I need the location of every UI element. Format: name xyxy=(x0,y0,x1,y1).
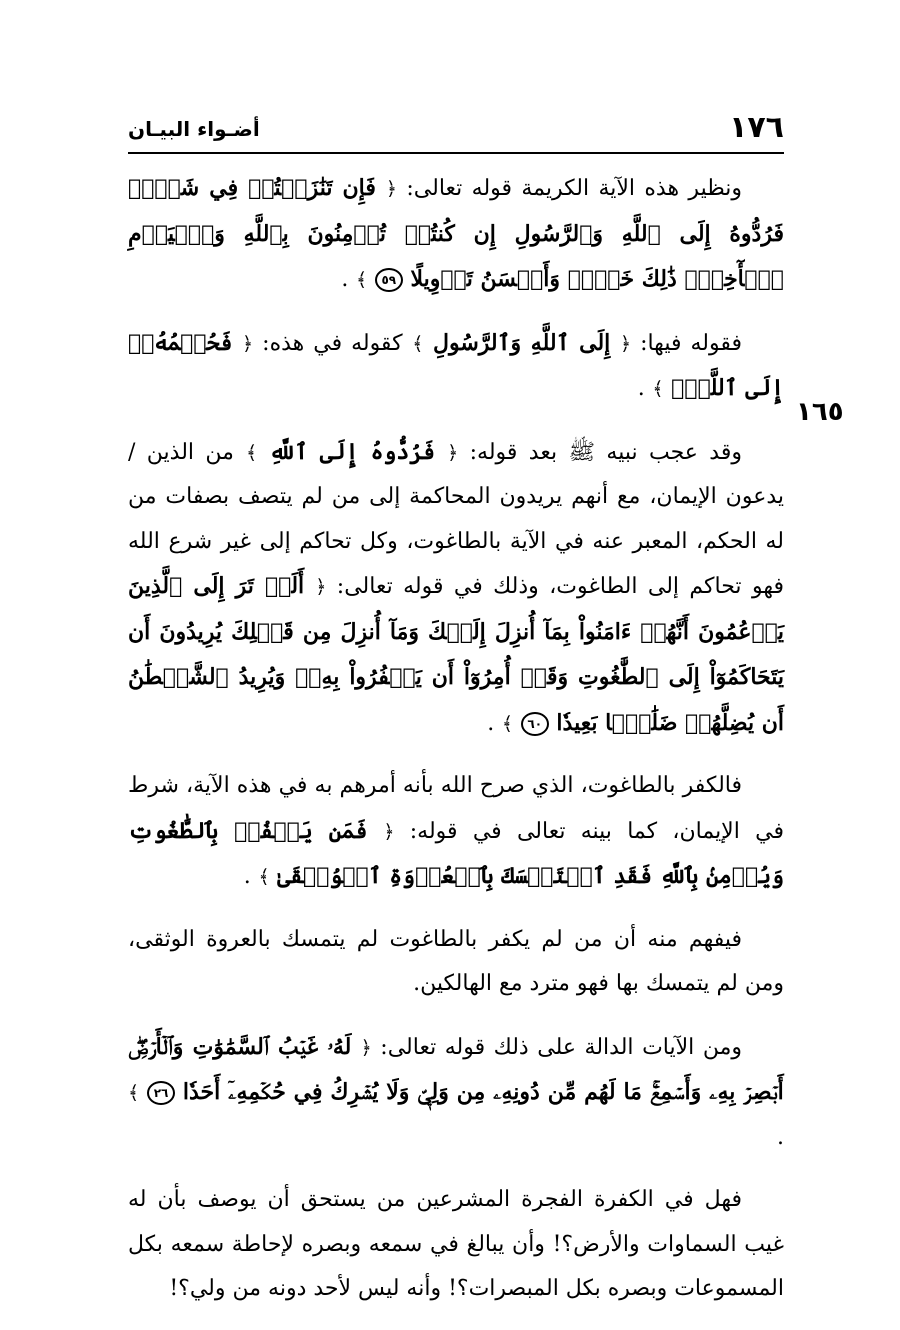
paragraph-6 xyxy=(128,1025,784,1161)
ayah-number: ٥٩ xyxy=(375,268,403,292)
ayah-number: ٢٦ xyxy=(147,1081,175,1105)
paragraph-2 xyxy=(128,321,784,412)
page-number: ١٧٦ xyxy=(729,110,784,145)
paragraph-text: . xyxy=(341,267,349,292)
paragraph-text: فقوله فيها: xyxy=(631,330,742,356)
paragraph-text: ونظير هذه الآية الكريمة قوله تعالى: xyxy=(397,176,742,201)
verse-open-brace: ﴿ xyxy=(385,178,398,200)
quran-verse xyxy=(234,439,458,465)
running-title: أضـواء البيـان xyxy=(128,117,260,141)
paragraph-text: كقوله في هذه: xyxy=(253,330,403,356)
paragraph-text: . xyxy=(637,376,645,401)
page-header xyxy=(128,108,784,148)
paragraph-text: فهل في الكفرة الفجرة المشرعين من يستحق أن يوصف بأن له غيب السماوات والأرض؟! وأن يبالغ في سمعه وبصره لإحاطة سمعه بكل المسموعات وبصره بكل المبصرات؟! وأنه ليس لأحد دونه من ولي؟! xyxy=(128,1187,784,1301)
verse-text: فَرُدُّوهُ إِلَى ٱللَّهِ xyxy=(269,438,436,465)
verse-open-brace: ﴿ xyxy=(360,1036,372,1059)
paragraph-text: ومن الآيات الدالة على ذلك قوله تعالى: xyxy=(371,1034,742,1060)
verse-text: أَلَمۡ تَرَ إِلَى ٱلَّذِينَ يَزۡعُمُونَ أَنَّهُمۡ ءَامَنُواْ بِمَآ أُنزِلَ إِلَيۡكَ وَمَآ أُنزِلَ مِن قَبۡلِكَ يُرِيدُونَ أَن يَتَحَاكَمُوٓاْ إِلَى ٱلطَّٰغُوتِ وَقَدۡ أُمِرُوٓاْ أَن يَكۡفُرُواْ بِهِۦۖ وَيُرِيدُ ٱلشَّيۡطَٰنُ أَن يُضِلَّهُمۡ ضَلَٰلَۢا بَعِيدٗا xyxy=(128,573,784,736)
verse-open-brace: ﴿ xyxy=(242,332,254,355)
paragraph-text: من الذين /يدعون الإيمان، مع أنهم يريدون المحاكمة إلى من لم يتصف بصفات من له الحكم، المعبر عنه في الآية بالطاغوت، وكل تحاكم إلى غير شرع الله فهو تحاكم إلى الطاغوت، وذلك في قوله تعالى: xyxy=(128,439,784,599)
verse-close-brace: ﴾ xyxy=(128,1082,140,1104)
verse-close-brace: ﴾ xyxy=(501,712,514,735)
verse-close-brace: ﴾ xyxy=(652,378,664,400)
page-body xyxy=(128,166,784,1330)
paragraph-text: . xyxy=(243,864,251,889)
paragraph-1 xyxy=(128,166,784,303)
paragraph-text: وقد عجب نبيه ﷺ بعد قوله: xyxy=(458,439,742,465)
paragraph-7 xyxy=(128,1178,784,1312)
original-page-marker: ١٦٥ xyxy=(796,397,844,427)
verse-text: إِلَى ٱللَّهِ وَٱلرَّسُولِ xyxy=(433,329,611,356)
paragraph-4 xyxy=(128,764,784,900)
verse-open-brace: ﴿ xyxy=(383,820,395,843)
verse-close-brace: ﴾ xyxy=(412,332,424,355)
paragraph-text: فالكفر بالطاغوت، الذي صرح الله بأنه أمرهم به في هذه الآية، شرط في الإيمان، كما بينه تعالى في قوله: xyxy=(128,773,784,844)
paragraph-text: . xyxy=(487,710,495,736)
paragraph-3 xyxy=(128,430,784,747)
verse-close-brace: ﴾ xyxy=(355,269,368,291)
verse-text: فَحُكۡمُهُۥٓ إِلَى ٱللَّهِۚ xyxy=(128,329,784,401)
paragraph-5 xyxy=(128,918,784,1007)
verse-text: فَمَن يَكۡفُرۡ بِٱلطَّٰغُوتِ وَيُؤۡمِنۢ بِٱللَّهِ فَقَدِ ٱسۡتَمۡسَكَ بِٱلۡعُرۡوَةِ ٱلۡوُثۡقَىٰ xyxy=(128,817,784,889)
paragraph-text: فيفهم منه أن من لم يكفر بالطاغوت لم يتمسك بالعروة الوثقى، ومن لم يتمسك بها فهو مترد مع الهالكين. xyxy=(128,926,784,996)
verse-close-brace: ﴾ xyxy=(245,441,258,464)
verse-text: فَإِن تَنَٰزَعۡتُمۡ فِي شَيۡءٖ فَرُدُّوهُ إِلَى ٱللَّهِ وَٱلرَّسُولِ إِن كُنتُمۡ تُؤۡمِنُونَ بِٱللَّهِ وَٱلۡيَوۡمِ ٱلۡأٓخِرِۚ ذَٰلِكَ خَيۡرٞ وَأَحۡسَنُ تَأۡوِيلًا xyxy=(128,175,784,292)
verse-text: لَهُۥ غَيۡبُ ٱلسَّمَٰوَٰتِ وَٱلۡأَرۡضِۖ أَبۡصِرۡ بِهِۦ وَأَسۡمِعۡۚ مَا لَهُم مِّن دُونِهِۦ مِن وَلِيّٖ وَلَا يُشۡرِكُ فِي حُكۡمِهِۦٓ أَحَدٗا xyxy=(128,1033,784,1105)
verse-open-brace: ﴿ xyxy=(447,441,459,464)
ayah-number: ٦٠ xyxy=(521,712,549,736)
verse-close-brace: ﴾ xyxy=(258,866,270,888)
header-rule xyxy=(128,152,784,154)
paragraph-text: . xyxy=(777,1124,784,1150)
quran-verse xyxy=(403,330,632,356)
verse-open-brace: ﴿ xyxy=(315,576,327,598)
verse-open-brace: ﴿ xyxy=(619,332,632,355)
